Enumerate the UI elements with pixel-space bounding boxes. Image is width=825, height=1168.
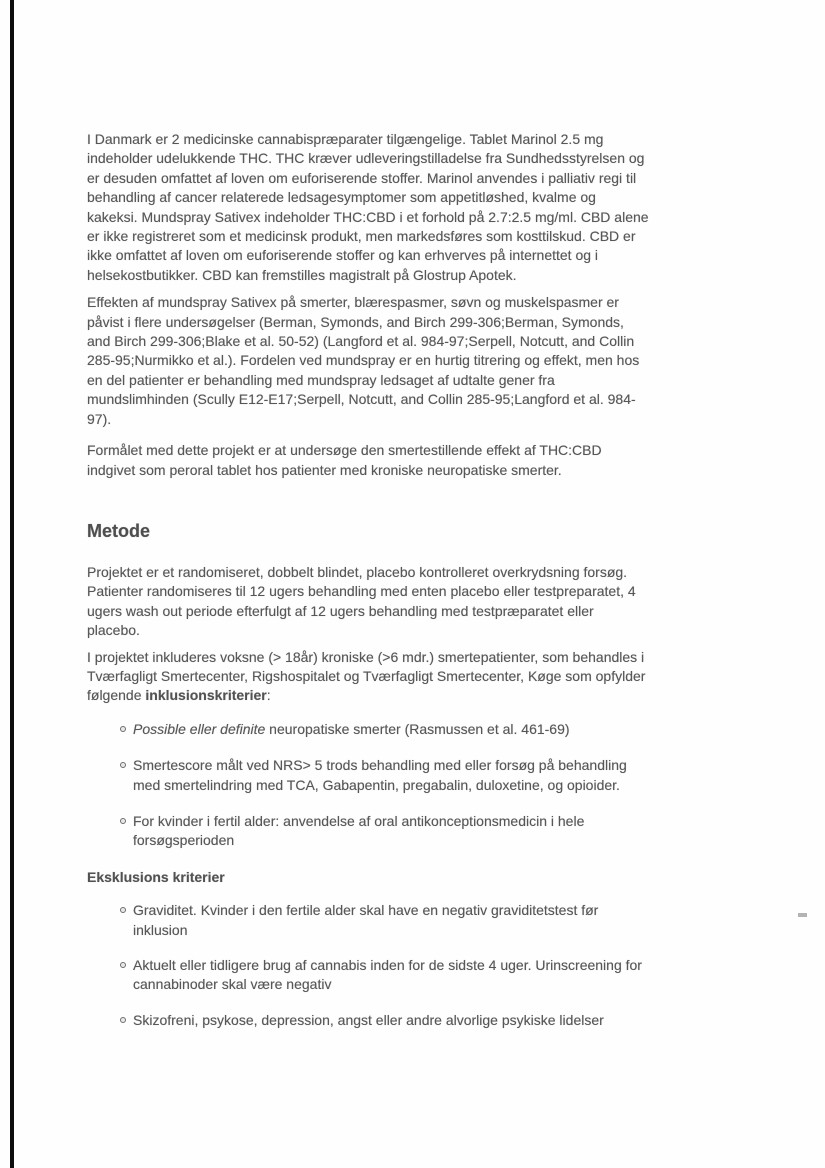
inclusion-item-pain-score <box>87 756 747 795</box>
text-line: en del patienter er behandling med mundspray ledsaget af udtalte gener fra <box>87 371 555 388</box>
text-line: med smertelindring med TCA, Gabapentin, pregabalin, duloxetine, og opioider. <box>133 776 620 793</box>
text-line: Patienter randomiseres til 12 ugers behandling med enten placebo eller testpreparatet, 4 <box>87 583 636 600</box>
text-line: 285-95;Nurmikko et al.). Fordelen ved mundspray er en hurtig titrering og effekt, men hos <box>87 352 640 369</box>
text-line: and Birch 299-306;Blake et al. 50-52) (Langford et al. 984-97;Serpell, Notcutt, and Collin <box>87 333 635 350</box>
bullet-icon <box>120 726 126 732</box>
text-line: Graviditet. Kvinder i den fertile alder skal have en negativ graviditetstest før <box>133 902 599 919</box>
text-line: 97). <box>87 410 112 427</box>
paragraph-cannabis-preparations <box>87 130 747 285</box>
exclusion-item-pregnancy <box>87 901 747 940</box>
text-line: I Danmark er 2 medicinske cannabispræparater tilgængelige. Tablet Marinol 2.5 mg <box>87 131 604 147</box>
text-line <box>133 720 747 739</box>
text-line: kakeksi. Mundspray Sativex indeholder THC:CBD i et forhold på 2.7:2.5 mg/ml. CBD alene <box>87 208 649 225</box>
text-line: I projektet inkluderes voksne (> 18år) kroniske (>6 mdr.) smertepatienter, som behandles i <box>87 648 645 665</box>
text-line: helsekostbutikker. CBD kan fremstilles magistralt på Glostrup Apotek. <box>87 266 517 283</box>
text-line: placebo. <box>87 622 140 639</box>
paragraph-project-purpose <box>87 441 747 480</box>
inclusion-intro-pre: følgende <box>87 687 146 704</box>
inclusion-item-contraception <box>87 812 747 851</box>
text-line <box>87 686 747 705</box>
text-line: Effekten af mundspray Sativex på smerter, blærespasmer, søvn og muskelspasmer er <box>87 294 619 311</box>
exclusion-criteria-list <box>87 901 747 1030</box>
text-line: cannabinoder skal være negativ <box>133 976 332 993</box>
text-line: er desuden omfattet af loven om euforiserende stoffer. Marinol anvendes i palliativ regi til <box>87 169 637 186</box>
inclusion-intro-post: : <box>266 687 271 704</box>
section-heading-exclusion-criteria: Eksklusions kriterier <box>87 868 225 885</box>
text-line: Smertescore målt ved NRS> 5 trods behandling med eller forsøg på behandling <box>133 757 627 774</box>
section-heading-metode: Metode <box>87 520 150 541</box>
text-line: For kvinder i fertil alder: anvendelse af oral antikonceptionsmedicin i hele <box>133 812 585 829</box>
text-line: Projektet er et randomiseret, dobbelt blindet, placebo kontrolleret overkrydsning forsøg. <box>87 563 628 580</box>
text-line: Formålet med dette projekt er at undersøge den smertestillende effekt af THC:CBD <box>87 442 602 459</box>
text-line: Skizofreni, psykose, depression, angst eller andre alvorlige psykiske lidelser <box>133 1011 604 1028</box>
text-line: ikke omfattet af loven om euforiserende stoffer og kan erhverves på internettet og i <box>87 247 599 264</box>
bullet-icon <box>120 1017 126 1023</box>
exclusion-item-2-text <box>133 956 747 995</box>
paragraph-study-design <box>87 563 747 641</box>
text-line: er ikke registreret som et medicinsk produkt, men markedsføres som kosttilskud. CBD er <box>87 228 636 245</box>
bullet-icon <box>120 818 126 824</box>
paragraph-inclusion-intro-lines <box>87 648 747 687</box>
text-line: forsøgsperioden <box>133 832 235 849</box>
scanner-edge-bar-artifact <box>10 0 14 1168</box>
text-line: ugers wash out periode efterfulgt af 12 ugers behandling med testpræparatet eller <box>87 602 594 619</box>
exclusion-item-3-text <box>133 1011 747 1030</box>
exclusion-item-1-text <box>133 901 747 940</box>
inclusion-item-2-text <box>133 756 747 795</box>
text-line: Aktuelt eller tidligere brug af cannabis inden for de sidste 4 uger. Urinscreening for <box>133 957 642 973</box>
paragraph-inclusion-intro <box>87 648 747 706</box>
text-line: behandling af cancer relaterede ledsagesymptomer som appetitløshed, kvalme og <box>87 189 596 206</box>
inclusion-item-neuropathic-pain <box>87 720 747 739</box>
inclusion-criteria-list <box>87 720 747 851</box>
paragraph-sativex-effect <box>87 293 747 429</box>
bullet-icon <box>120 907 126 913</box>
text-line: indgivet som peroral tablet hos patienter med kroniske neuropatiske smerter. <box>87 461 562 478</box>
text-line: Tværfagligt Smertecenter, Rigshospitalet og Tværfagligt Smertecenter, Køge som opfylder <box>87 667 646 684</box>
text-line: inklusion <box>133 921 188 938</box>
scanner-dash-artifact <box>798 913 807 917</box>
possible-definite-italic: Possible eller definite <box>133 720 266 737</box>
text-line: mundslimhinden (Scully E12-E17;Serpell, Notcutt, and Collin 285-95;Langford et al. 984- <box>87 391 636 408</box>
exclusion-item-psychiatric <box>87 1011 747 1030</box>
inclusion-item-1-rest: neuropatiske smerter (Rasmussen et al. 461-69) <box>265 720 570 737</box>
exclusion-item-cannabis-use <box>87 956 747 995</box>
bullet-icon <box>120 962 126 968</box>
inclusion-criteria-bold-label: inklusionskriterier <box>145 687 267 704</box>
bullet-icon <box>120 762 126 768</box>
inclusion-item-3-text <box>133 812 747 851</box>
text-line: påvist i flere undersøgelser (Berman, Symonds, and Birch 299-306;Berman, Symonds, <box>87 313 624 330</box>
document-content <box>87 130 747 1046</box>
text-line: indeholder udelukkende THC. THC kræver udleveringstilladelse fra Sundhedsstyrelsen og <box>87 150 645 167</box>
